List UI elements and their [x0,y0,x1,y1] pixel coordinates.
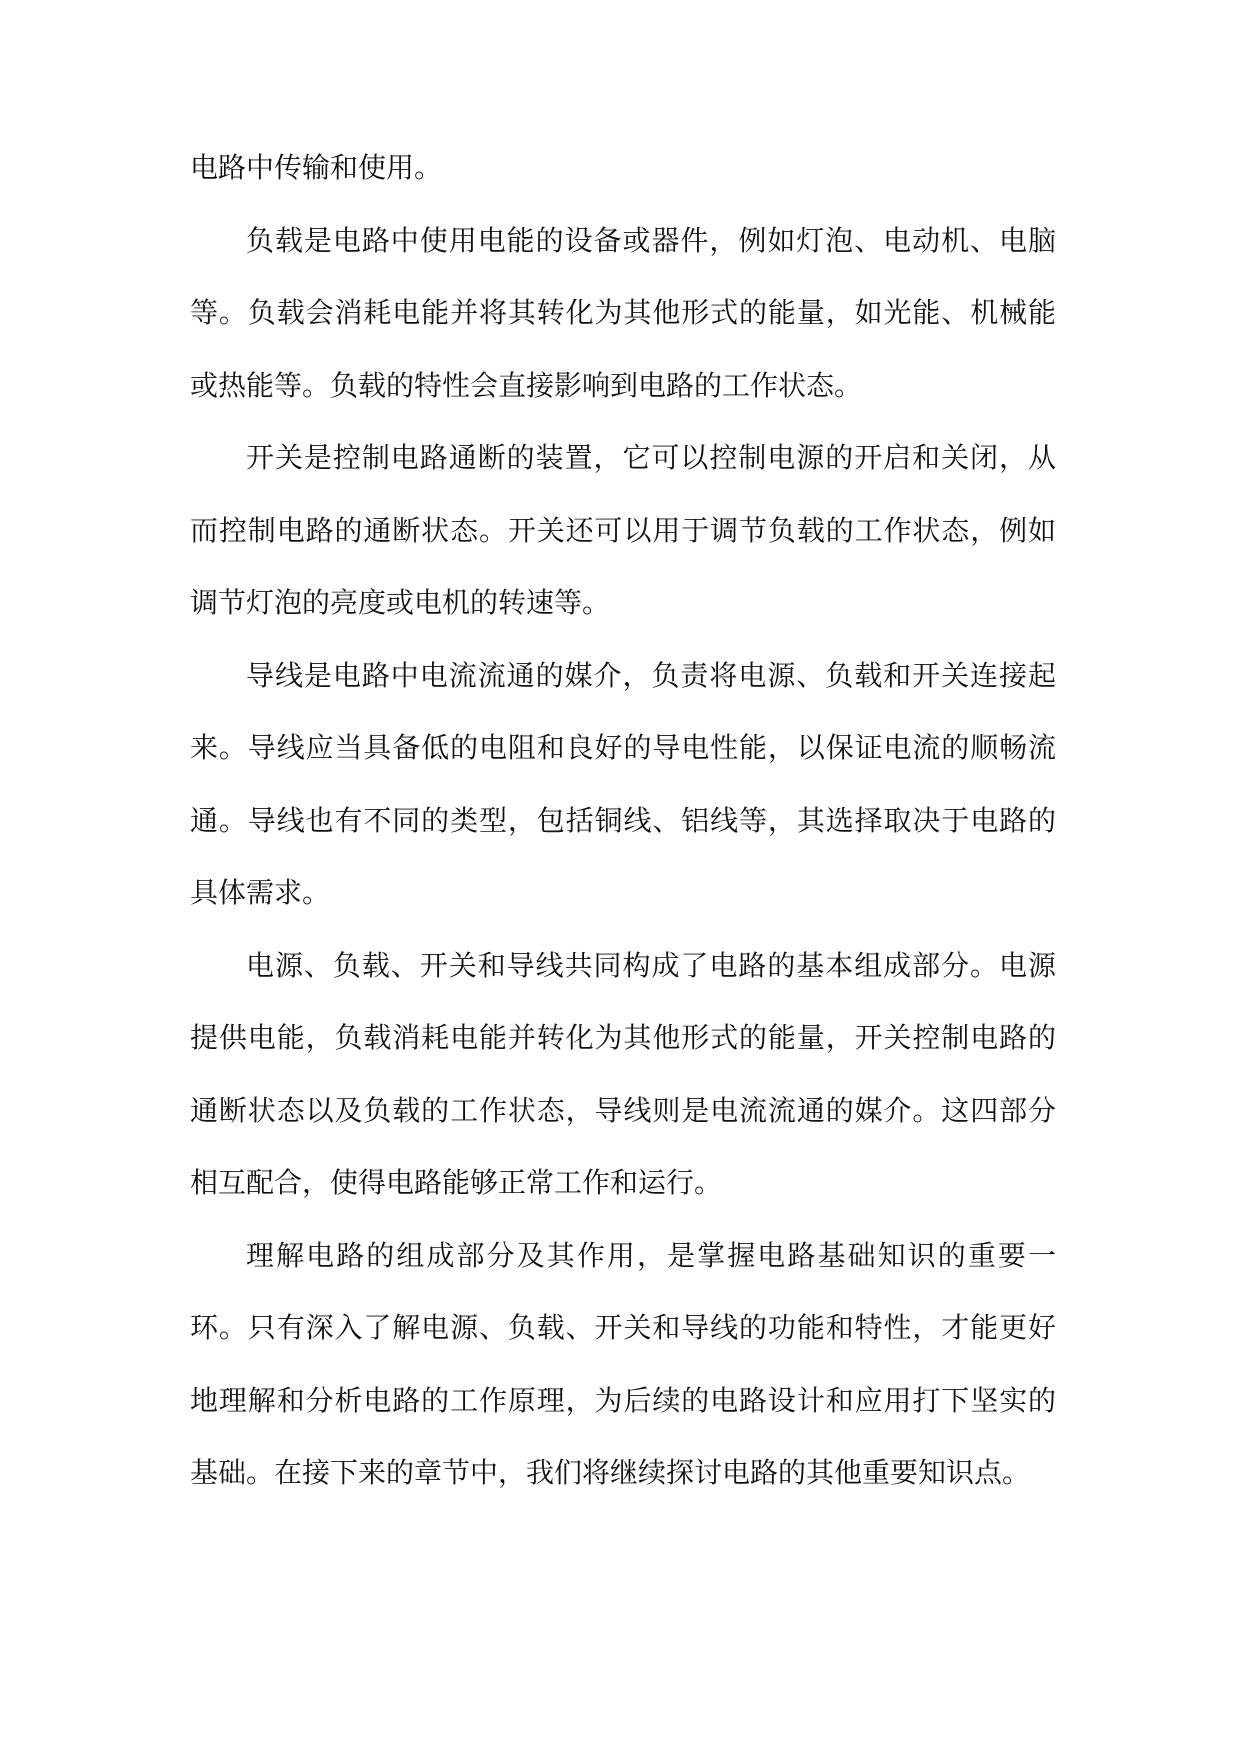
paragraph-summary: 电源、负载、开关和导线共同构成了电路的基本组成部分。电源提供电能，负载消耗电能并转化为其他形式的能量，开关控制电路的通断状态以及负载的工作状态，导线则是电流流通的媒介。这四部分相互配合，使得电路能够正常工作和运行。 [190,948,1056,1199]
paragraph-wire: 导线是电路中电流流通的媒介，负责将电源、负载和开关连接起来。导线应当具备低的电阻和良好的导电性能，以保证电流的顺畅流通。导线也有不同的类型，包括铜线、铝线等，其选择取决于电路的具体需求。 [190,658,1056,909]
paragraph-load: 负载是电路中使用电能的设备或器件，例如灯泡、电动机、电脑等。负载会消耗电能并将其转化为其他形式的能量，如光能、机械能或热能等。负载的特性会直接影响到电路的工作状态。 [190,223,1056,402]
document-body [190,132,1056,1510]
paragraph-continuation: 电路中传输和使用。 [190,151,443,184]
paragraph-switch: 开关是控制电路通断的装置，它可以控制电源的开启和关闭，从而控制电路的通断状态。开关还可以用于调节负载的工作状态，例如调节灯泡的亮度或电机的转速等。 [190,441,1056,619]
paragraph-conclusion: 理解电路的组成部分及其作用，是掌握电路基础知识的重要一环。只有深入了解电源、负载、开关和导线的功能和特性，才能更好地理解和分析电路的工作原理，为后续的电路设计和应用打下坚实的基础。在接下来的章节中，我们将继续探讨电路的其他重要知识点。 [190,1238,1056,1489]
